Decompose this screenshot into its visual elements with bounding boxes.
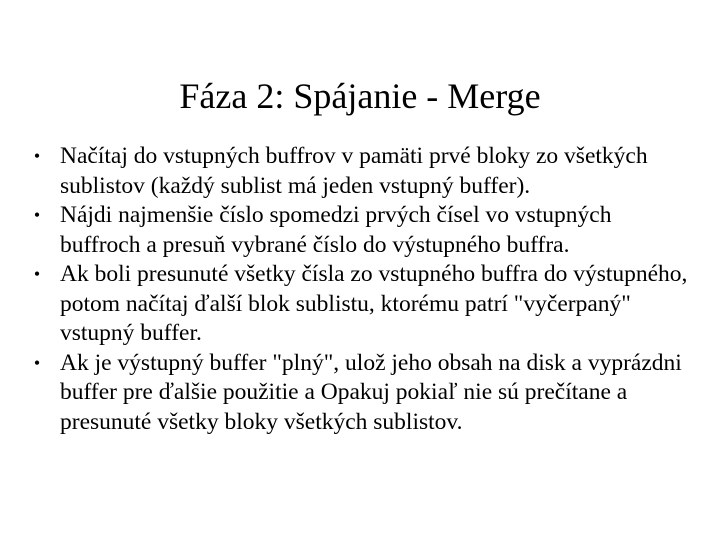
bullet-item (30, 201, 690, 260)
slide-title: Fáza 2: Spájanie - Merge (179, 76, 541, 116)
bullet-icon: • (33, 146, 41, 166)
bullet-item (30, 260, 690, 349)
bullet-item (30, 142, 690, 201)
bullet-item (30, 349, 690, 438)
bullet-text: Ak boli presunuté všetky čísla zo vstupného buffra do výstupného, potom načítaj ďalší blok sublistu, ktorému patrí "vyčerpaný" vstupný buffer. (60, 261, 688, 346)
bullet-list (30, 142, 690, 437)
bullet-text: Ak je výstupný buffer "plný", ulož jeho obsah na disk a vyprázdni buffer pre ďalšie použitie a Opakuj pokiaľ nie sú prečítane a presunuté všetky bloky všetkých sublistov. (60, 349, 682, 435)
bullet-icon: • (33, 352, 41, 373)
bullet-text: Načítaj do vstupných buffrov v pamäti prvé bloky zo všetkých sublistov (každý sublist má jeden vstupný buffer). (60, 143, 648, 199)
bullet-icon: • (33, 264, 41, 284)
bullet-text: Nájdi najmenšie číslo spomedzi prvých čísel vo vstupných buffroch a presuň vybrané číslo do výstupného buffra. (60, 202, 612, 258)
bullet-icon: • (33, 205, 41, 225)
